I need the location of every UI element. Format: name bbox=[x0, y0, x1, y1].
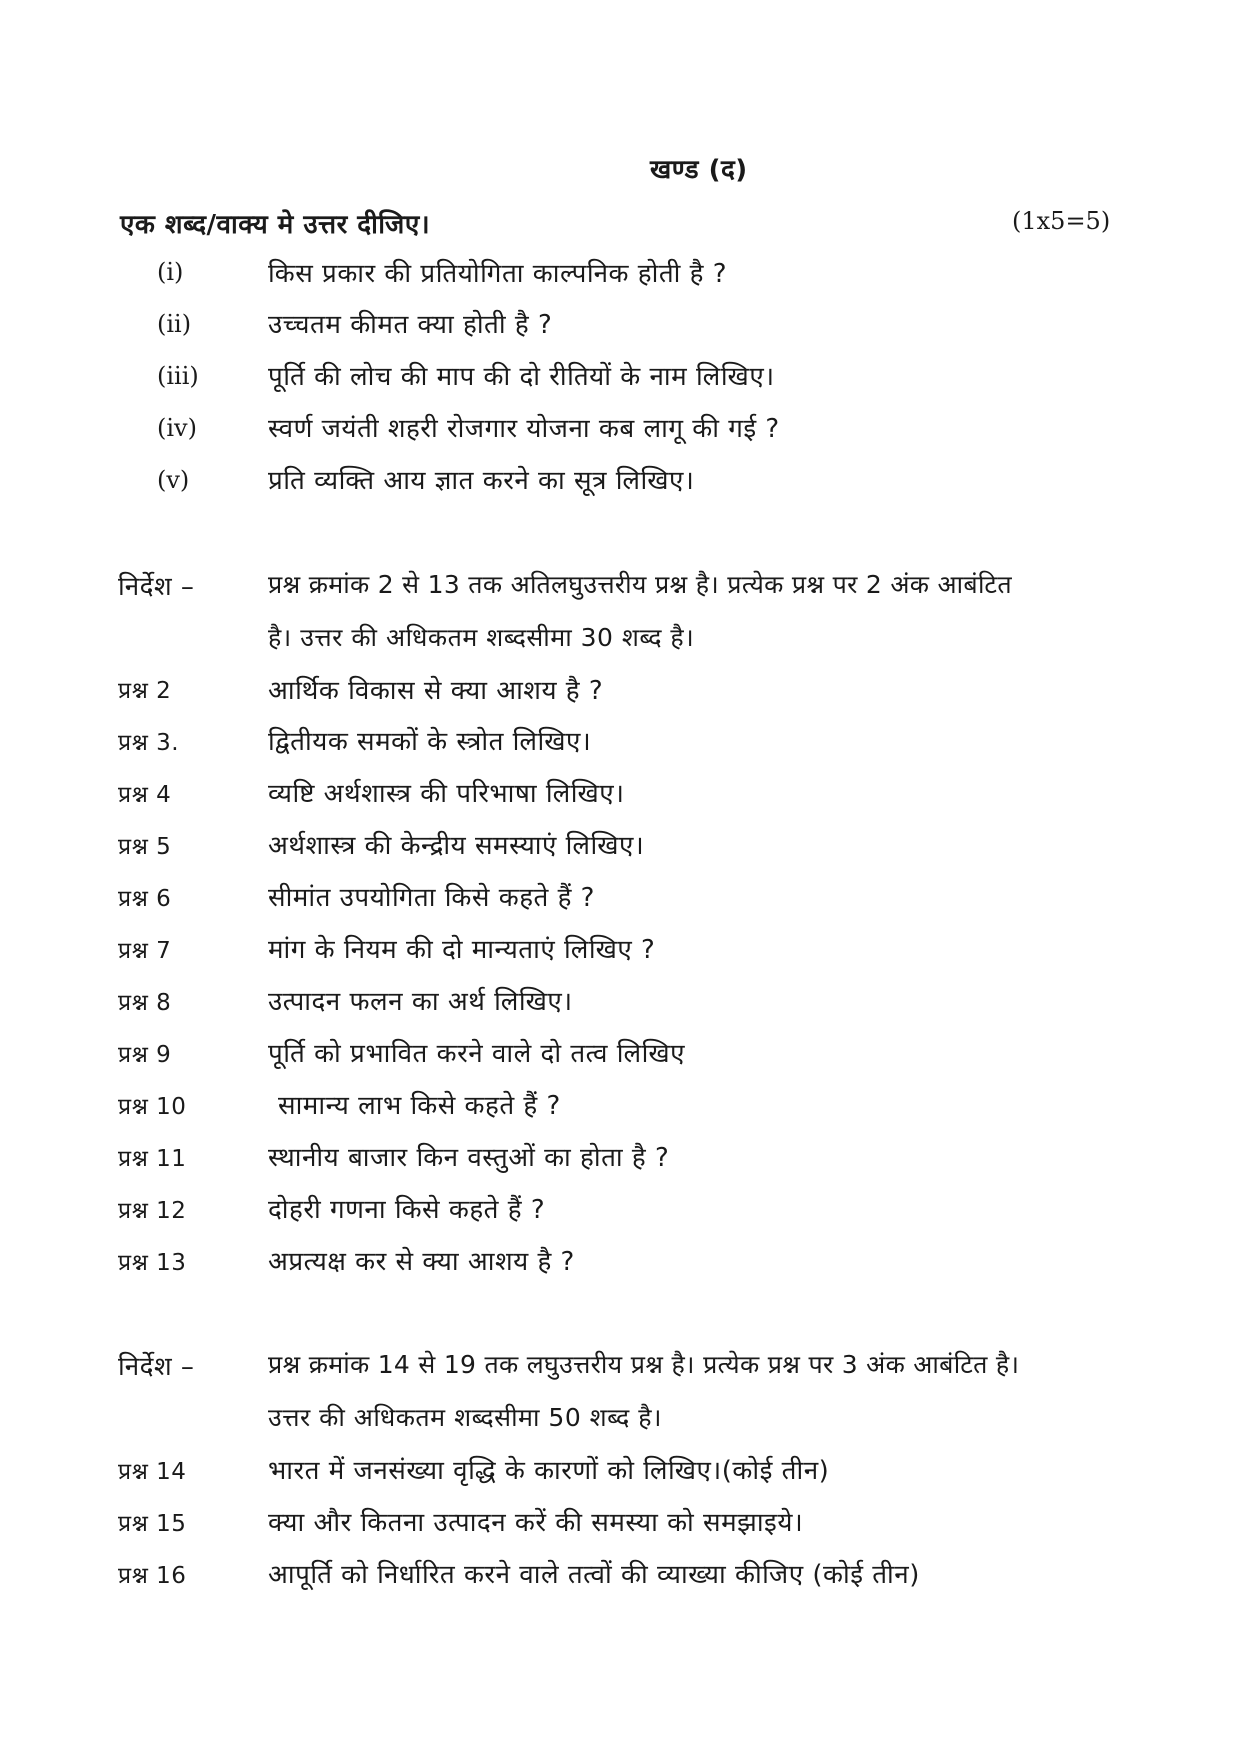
question-label: प्रश्न 11 bbox=[118, 1146, 187, 1172]
question-text: अर्थशास्त्र की केन्द्रीय समस्याएं लिखिए। bbox=[268, 831, 645, 861]
directive-label: निर्देश – bbox=[118, 572, 195, 602]
question-text: दोहरी गणना किसे कहते हैं ? bbox=[268, 1195, 546, 1225]
sub-question-number: (i) bbox=[157, 258, 184, 286]
sub-question-text: स्वर्ण जयंती शहरी रोजगार योजना कब लागू की गई ? bbox=[268, 414, 780, 444]
question-text: स्थानीय बाजार किन वस्तुओं का होता है ? bbox=[268, 1143, 670, 1173]
question-label: प्रश्न 3. bbox=[118, 730, 180, 756]
section-instruction: एक शब्द/वाक्य मे उत्तर दीजिए। bbox=[120, 210, 431, 240]
question-label: प्रश्न 14 bbox=[118, 1459, 187, 1485]
question-text: अप्रत्यक्ष कर से क्या आशय है ? bbox=[268, 1247, 575, 1277]
question-text: मांग के नियम की दो मान्यताएं लिखिए ? bbox=[268, 935, 656, 965]
sub-question-text: उच्चतम कीमत क्या होती है ? bbox=[268, 310, 553, 340]
question-text: भारत में जनसंख्या वृद्धि के कारणों को लिखिए।(कोई तीन) bbox=[268, 1456, 830, 1486]
sub-question-text: प्रति व्यक्ति आय ज्ञात करने का सूत्र लिखिए। bbox=[268, 466, 695, 496]
directive-text-line2: है। उत्तर की अधिकतम शब्दसीमा 30 शब्द है। bbox=[268, 623, 695, 652]
sub-question-number: (iii) bbox=[157, 362, 199, 390]
question-text: द्वितीयक समकों के स्त्रोत लिखिए। bbox=[268, 727, 592, 757]
sub-question-number: (ii) bbox=[157, 310, 192, 338]
question-text: आपूर्ति को निर्धारित करने वाले तत्वों की व्याख्या कीजिए (कोई तीन) bbox=[268, 1560, 920, 1590]
question-label: प्रश्न 5 bbox=[118, 834, 172, 860]
sub-question-text: किस प्रकार की प्रतियोगिता काल्पनिक होती है ? bbox=[268, 259, 728, 289]
question-label: प्रश्न 12 bbox=[118, 1198, 187, 1224]
directive-label: निर्देश – bbox=[118, 1352, 195, 1382]
question-label: प्रश्न 6 bbox=[118, 886, 172, 912]
question-label: प्रश्न 13 bbox=[118, 1250, 187, 1276]
question-text: व्यष्टि अर्थशास्त्र की परिभाषा लिखिए। bbox=[268, 779, 625, 809]
question-label: प्रश्न 2 bbox=[118, 678, 172, 704]
directive-text-line1: प्रश्न क्रमांक 14 से 19 तक लघुउत्तरीय प्रश्न है। प्रत्येक प्रश्न पर 3 अंक आबंटित है। bbox=[268, 1350, 1020, 1379]
sub-question-number: (v) bbox=[157, 466, 190, 494]
question-text: सीमांत उपयोगिता किसे कहते हैं ? bbox=[268, 883, 595, 913]
question-label: प्रश्न 8 bbox=[118, 990, 172, 1016]
directive-text-line2: उत्तर की अधिकतम शब्दसीमा 50 शब्द है। bbox=[268, 1403, 662, 1432]
question-label: प्रश्न 15 bbox=[118, 1511, 187, 1537]
question-text: आर्थिक विकास से क्या आशय है ? bbox=[268, 676, 604, 706]
question-label: प्रश्न 4 bbox=[118, 782, 172, 808]
directive-text-line1: प्रश्न क्रमांक 2 से 13 तक अतिलघुउत्तरीय प्रश्न है। प्रत्येक प्रश्न पर 2 अंक आबंटित bbox=[268, 570, 1012, 599]
question-text: उत्पादन फलन का अर्थ लिखिए। bbox=[268, 987, 573, 1017]
question-text: पूर्ति को प्रभावित करने वाले दो तत्व लिखिए bbox=[268, 1039, 685, 1069]
question-text: सामान्य लाभ किसे कहते हैं ? bbox=[278, 1091, 561, 1121]
section-title: खण्ड (द) bbox=[650, 155, 748, 185]
question-label: प्रश्न 10 bbox=[118, 1094, 187, 1120]
question-text: क्या और कितना उत्पादन करें की समस्या को समझाइये। bbox=[268, 1508, 804, 1538]
question-label: प्रश्न 16 bbox=[118, 1563, 187, 1589]
sub-question-text: पूर्ति की लोच की माप की दो रीतियों के नाम लिखिए। bbox=[268, 362, 775, 392]
question-label: प्रश्न 9 bbox=[118, 1042, 172, 1068]
sub-question-number: (iv) bbox=[157, 414, 197, 442]
marks-allocation: (1x5=5) bbox=[1012, 207, 1111, 235]
question-label: प्रश्न 7 bbox=[118, 938, 172, 964]
